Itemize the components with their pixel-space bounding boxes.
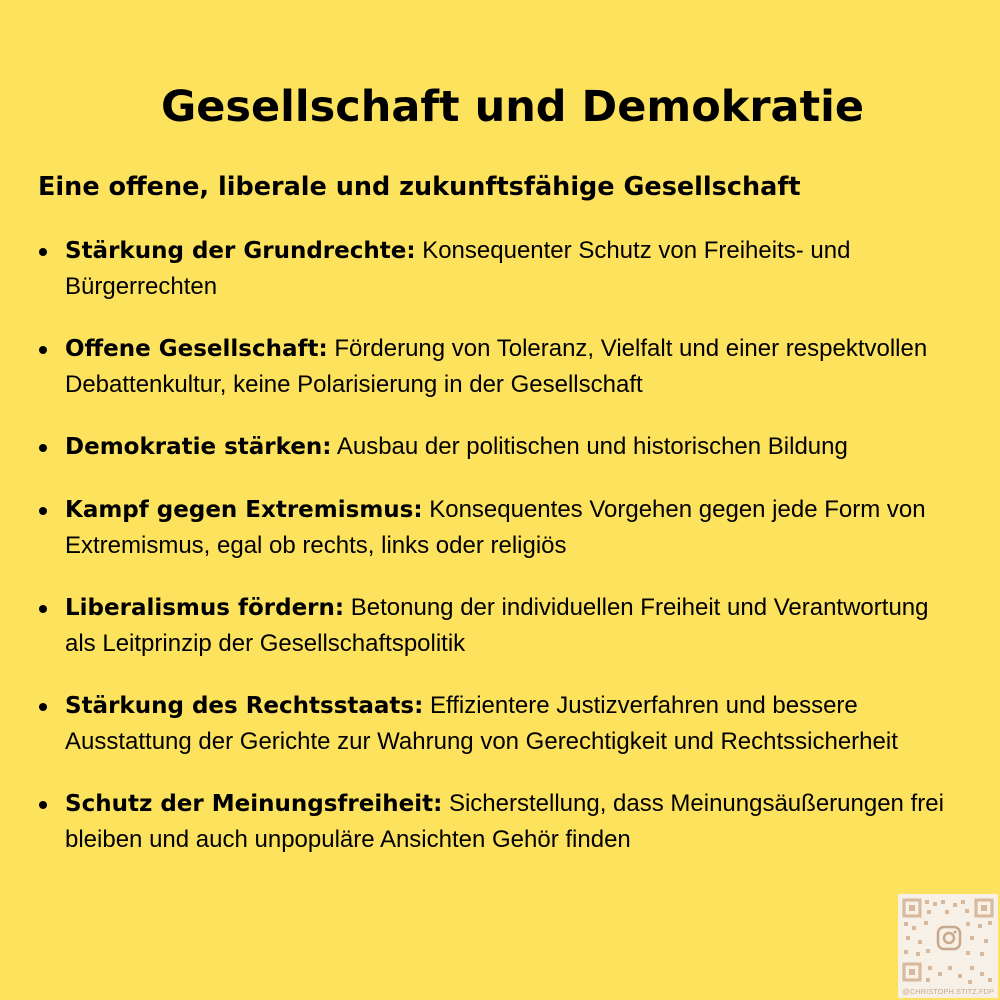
- point-term: Kampf gegen Extremismus:: [65, 497, 423, 523]
- list-item: [38, 429, 958, 465]
- point-term: Liberalismus fördern:: [65, 595, 345, 621]
- point-term: Stärkung der Grundrechte:: [65, 238, 416, 264]
- point-text: Konsequentes Vorgehen gegen jede Form von Extremismus, egal ob rechts, links oder religiös: [65, 496, 926, 559]
- bullet-icon: [39, 801, 47, 809]
- page-subtitle: Eine offene, liberale und zukunftsfähige Gesellschaft: [38, 172, 801, 202]
- point-text: Sicherstellung, dass Meinungsäußerungen frei bleiben und auch unpopuläre Ansichten Gehör finden: [65, 790, 944, 853]
- point-term: Offene Gesellschaft:: [65, 336, 328, 362]
- list-item: [38, 331, 958, 402]
- point-text: Ausbau der politischen und historischen Bildung: [331, 433, 848, 460]
- list-item: [38, 492, 958, 563]
- point-text: Konsequenter Schutz von Freiheits- und Bürgerrechten: [65, 237, 851, 300]
- point-text: Effizientere Justizverfahren und bessere Ausstattung der Gerichte zur Wahrung von Gerechtigkeit und Rechtssicherheit: [65, 692, 898, 755]
- point-term: Stärkung des Rechtsstaats:: [65, 693, 424, 719]
- point-term: Demokratie stärken:: [65, 434, 332, 460]
- list-item: [38, 233, 958, 304]
- bullet-icon: [39, 605, 47, 613]
- page-title: Gesellschaft und Demokratie: [160, 82, 865, 132]
- bullet-icon: [39, 346, 47, 354]
- list-item: [38, 786, 958, 857]
- qr-pattern: [898, 894, 998, 986]
- bullet-icon: [39, 444, 47, 452]
- bullet-icon: [39, 248, 47, 256]
- point-text: Betonung der individuellen Freiheit und Verantwortung als Leitprinzip der Gesellschaftspolitik: [65, 594, 929, 657]
- point-text: Förderung von Toleranz, Vielfalt und einer respektvollen Debattenkultur, keine Polarisierung in der Gesellschaft: [65, 335, 928, 398]
- list-item: [38, 688, 958, 759]
- list-item: [38, 590, 958, 661]
- bullet-icon: [39, 507, 47, 515]
- point-term: Schutz der Meinungsfreiheit:: [65, 791, 443, 817]
- instagram-qr-code[interactable]: [898, 894, 998, 998]
- policy-list: [38, 233, 958, 884]
- bullet-icon: [39, 703, 47, 711]
- instagram-icon: [935, 924, 963, 952]
- instagram-handle: @CHRISTOPH.STITZ.FDP: [902, 987, 994, 996]
